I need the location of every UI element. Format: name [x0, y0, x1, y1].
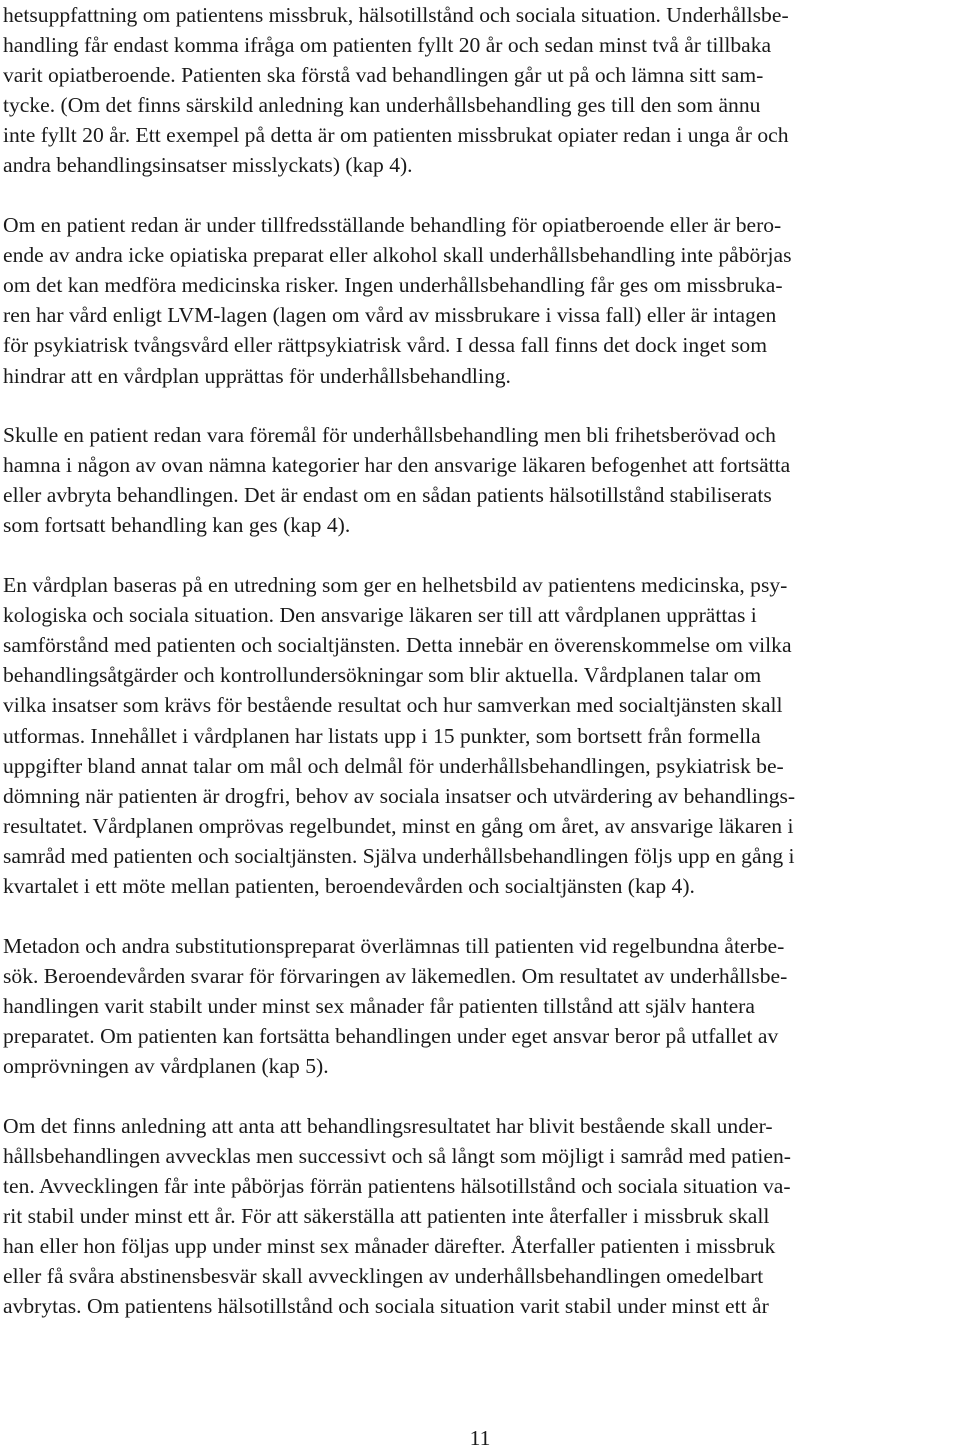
- text-line: Om det finns anledning att anta att behandlingsresultatet har blivit bestående skall under-: [3, 1113, 773, 1138]
- text-line: preparatet. Om patienten kan fortsätta behandlingen under eget ansvar beror på utfallet av: [3, 1023, 779, 1048]
- text-line: om det kan medföra medicinska risker. Ingen underhållsbehandling får ges om missbruka-: [3, 273, 783, 298]
- text-line: handling får endast komma ifråga om patienten fyllt 20 år och sedan minst två år tillbaka: [3, 33, 772, 58]
- text-line: omprövningen av vårdplanen (kap 5).: [3, 1054, 329, 1079]
- text-line: som fortsatt behandling kan ges (kap 4).: [3, 513, 351, 538]
- text-line: Om en patient redan är under tillfredsställande behandling för opiatberoende eller är bero-: [3, 213, 782, 238]
- text-line: handlingen varit stabilt under minst sex månader får patienten tillstånd att själv hantera: [3, 993, 755, 1018]
- text-line: ende av andra icke opiatiska preparat eller alkohol skall underhållsbehandling inte påbörjas: [3, 243, 792, 268]
- text-line: uppgifter bland annat talar om mål och delmål för underhållsbehandlingen, psykiatrisk be-: [3, 753, 784, 778]
- paragraph: [3, 420, 957, 540]
- text-line: inte fyllt 20 år. Ett exempel på detta är om patienten missbrukat opiater redan i unga år och: [3, 123, 789, 148]
- paragraph: [3, 931, 957, 1081]
- text-line: resultatet. Vårdplanen omprövas regelbundet, minst en gång om året, av ansvarige läkaren i: [3, 813, 794, 838]
- paragraph: [3, 0, 957, 181]
- text-line: Metadon och andra substitutionspreparat överlämnas till patienten vid regelbundna återbe-: [3, 933, 785, 958]
- text-line: vilka insatser som krävs för bestående resultat och hur samverkan med socialtjänsten skall: [3, 693, 783, 718]
- text-line: hamna i någon av ovan nämna kategorier har den ansvarige läkaren befogenhet att fortsätta: [3, 453, 791, 478]
- page-number: 11: [469, 1426, 491, 1450]
- text-line: tycke. (Om det finns särskild anledning kan underhållsbehandling ges till den som ännu: [3, 93, 761, 118]
- text-line: ren har vård enligt LVM-lagen (lagen om vård av missbrukare i vissa fall) eller är intagen: [3, 303, 777, 328]
- text-line: hindrar att en vårdplan upprättas för underhållsbehandling.: [3, 363, 511, 388]
- text-line: varit opiatberoende. Patienten ska förstå vad behandlingen går ut på och lämna sitt sam-: [3, 63, 764, 88]
- text-line: kologiska och sociala situation. Den ansvarige läkaren ser till att vårdplanen upprättas i: [3, 603, 757, 628]
- text-line: behandlingsåtgärder och kontrollundersökningar som blir aktuella. Vårdplanen talar om: [3, 663, 762, 688]
- text-line: för psykiatrisk tvångsvård eller rättpsykiatrisk vård. I dessa fall finns det dock inget som: [3, 333, 767, 358]
- text-line: hållsbehandlingen avvecklas men successivt och så långt som möjligt i samråd med patien-: [3, 1143, 791, 1168]
- text-line: hetsuppfattning om patientens missbruk, hälsotillstånd och sociala situation. Underhållsbe-: [3, 3, 789, 27]
- text-line: andra behandlingsinsatser misslyckats) (kap 4).: [3, 153, 413, 178]
- text-line: samförstånd med patienten och socialtjänsten. Detta innebär en överenskommelse om vilka: [3, 633, 792, 658]
- text-line: rit stabil under minst ett år. För att säkerställa att patienten inte återfaller i missbruk skall: [3, 1203, 770, 1228]
- text-line: eller få svåra abstinensbesvär skall avvecklingen av underhållsbehandlingen omedelbart: [3, 1264, 764, 1289]
- text-line: dömning när patienten är drogfri, behov av sociala insatser och utvärdering av behandlings-: [3, 783, 796, 808]
- text-line: utformas. Innehållet i vårdplanen har listats upp i 15 punkter, som bortsett från formella: [3, 723, 761, 748]
- text-line: kvartalet i ett möte mellan patienten, beroendevården och socialtjänsten (kap 4).: [3, 874, 695, 899]
- paragraph: [3, 570, 957, 901]
- text-line: avbrytas. Om patientens hälsotillstånd och sociala situation varit stabil under minst ett år: [3, 1294, 769, 1319]
- paragraph: [3, 210, 957, 391]
- text-line: En vårdplan baseras på en utredning som ger en helhetsbild av patientens medicinska, psy-: [3, 573, 788, 598]
- text-line: Skulle en patient redan vara föremål för underhållsbehandling men bli frihetsberövad och: [3, 423, 776, 448]
- text-line: sök. Beroendevården svarar för förvaringen av läkemedlen. Om resultatet av underhållsbe-: [3, 963, 788, 988]
- text-line: ten. Avvecklingen får inte påbörjas förrän patientens hälsotillstånd och sociala situation va-: [3, 1173, 791, 1198]
- paragraph: [3, 1111, 957, 1322]
- text-line: han eller hon följas upp under minst sex månader därefter. Återfaller patienten i missbruk: [3, 1234, 776, 1259]
- text-line: samråd med patienten och socialtjänsten. Själva underhållsbehandlingen följs upp en gång i: [3, 843, 795, 868]
- text-line: eller avbryta behandlingen. Det är endast om en sådan patients hälsotillstånd stabiliserats: [3, 483, 772, 508]
